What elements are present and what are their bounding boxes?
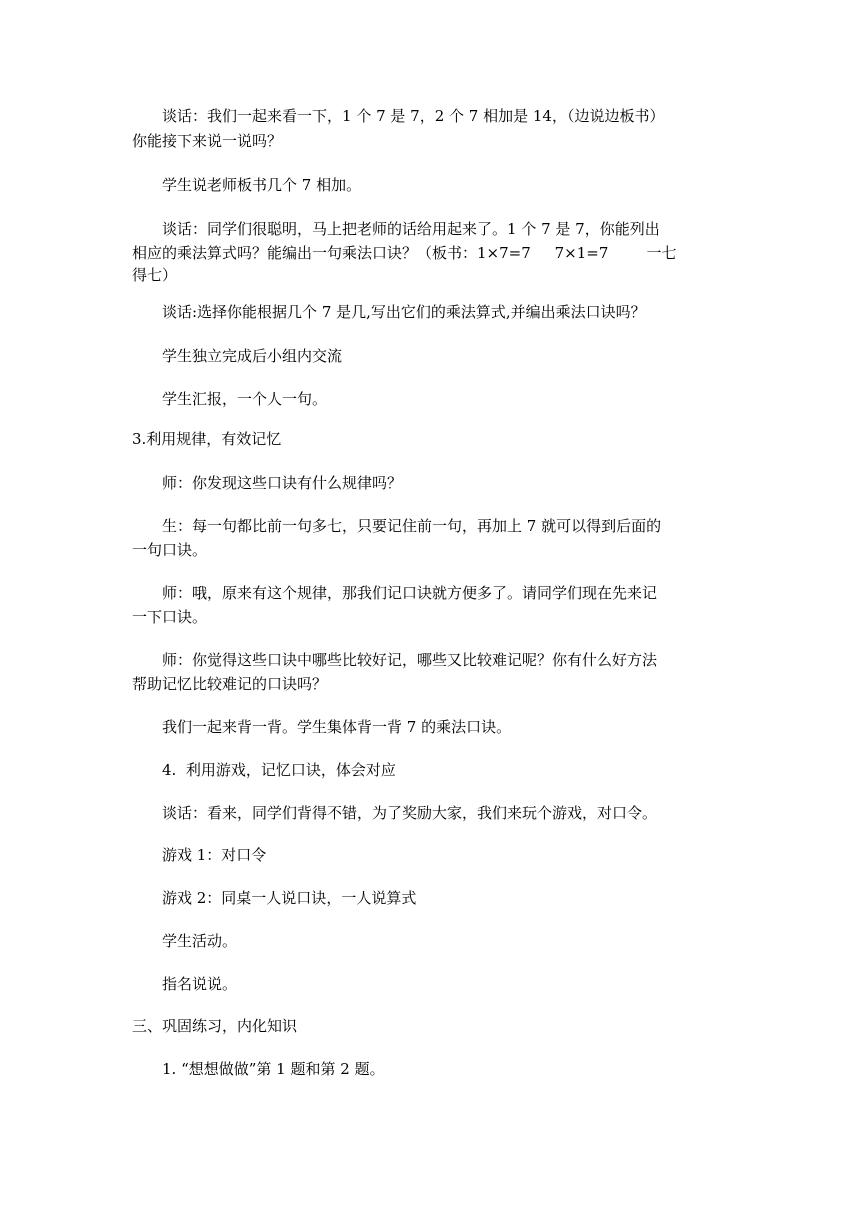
section-heading: 3.利用规律，有效记忆 — [132, 430, 282, 448]
section-heading: 4. 利用游戏，记忆口诀，体会对应 — [162, 761, 396, 779]
teacher-paragraph: 师：你发现这些口诀有什么规律吗？ — [162, 474, 403, 492]
teacher-paragraph-line: 师：哦，原来有这个规律，那我们记口诀就方便多了。请同学们现在先来记 — [162, 584, 658, 602]
dialogue-paragraph-line: 谈话：我们一起来看一下，1 个 7 是 7，2 个 7 相加是 14，（边说边板书） — [162, 107, 665, 125]
dialogue-paragraph: 谈话:选择你能根据几个 7 是几,写出它们的乘法算式,并编出乘法口诀吗？ — [162, 303, 646, 321]
dialogue-paragraph-line: 相应的乘法算式吗？能编出一句乘法口诀？（板书：1×7=7 7×1=7 一七 — [132, 244, 677, 262]
exercise-item: 1. “想想做做”第 1 题和第 2 题。 — [162, 1060, 385, 1078]
activity-paragraph: 学生活动。 — [162, 932, 238, 950]
teacher-paragraph-line: 师：你觉得这些口诀中哪些比较好记，哪些又比较难记呢？你有什么好方法 — [162, 651, 658, 669]
activity-paragraph: 指名说说。 — [162, 975, 238, 993]
student-paragraph: 学生汇报，一个人一句。 — [162, 390, 328, 408]
teacher-paragraph-line: 帮助记忆比较难记的口诀吗？ — [132, 675, 328, 693]
teacher-paragraph-line: 一下口诀。 — [132, 608, 208, 626]
student-paragraph: 学生独立完成后小组内交流 — [162, 347, 343, 365]
game-item: 游戏 1：对口令 — [162, 846, 267, 864]
game-item: 游戏 2：同桌一人说口诀，一人说算式 — [162, 889, 417, 907]
student-paragraph: 学生说老师板书几个 7 相加。 — [162, 176, 362, 194]
student-paragraph-line: 生：每一句都比前一句多七，只要记住前一句，再加上 7 就可以得到后面的 — [162, 517, 662, 535]
dialogue-paragraph-line: 谈话：同学们很聪明，马上把老师的话给用起来了。1 个 7 是 7，你能列出 — [162, 220, 660, 238]
activity-paragraph: 我们一起来背一背。学生集体背一背 7 的乘法口诀。 — [162, 718, 512, 736]
section-heading: 三、巩固练习，内化知识 — [132, 1017, 298, 1035]
dialogue-paragraph-line: 你能接下来说一说吗？ — [132, 132, 283, 150]
dialogue-paragraph: 谈话：看来，同学们背得不错，为了奖励大家，我们来玩个游戏，对口令。 — [162, 804, 658, 822]
dialogue-paragraph-line: 得七） — [132, 266, 178, 284]
student-paragraph-line: 一句口诀。 — [132, 541, 208, 559]
